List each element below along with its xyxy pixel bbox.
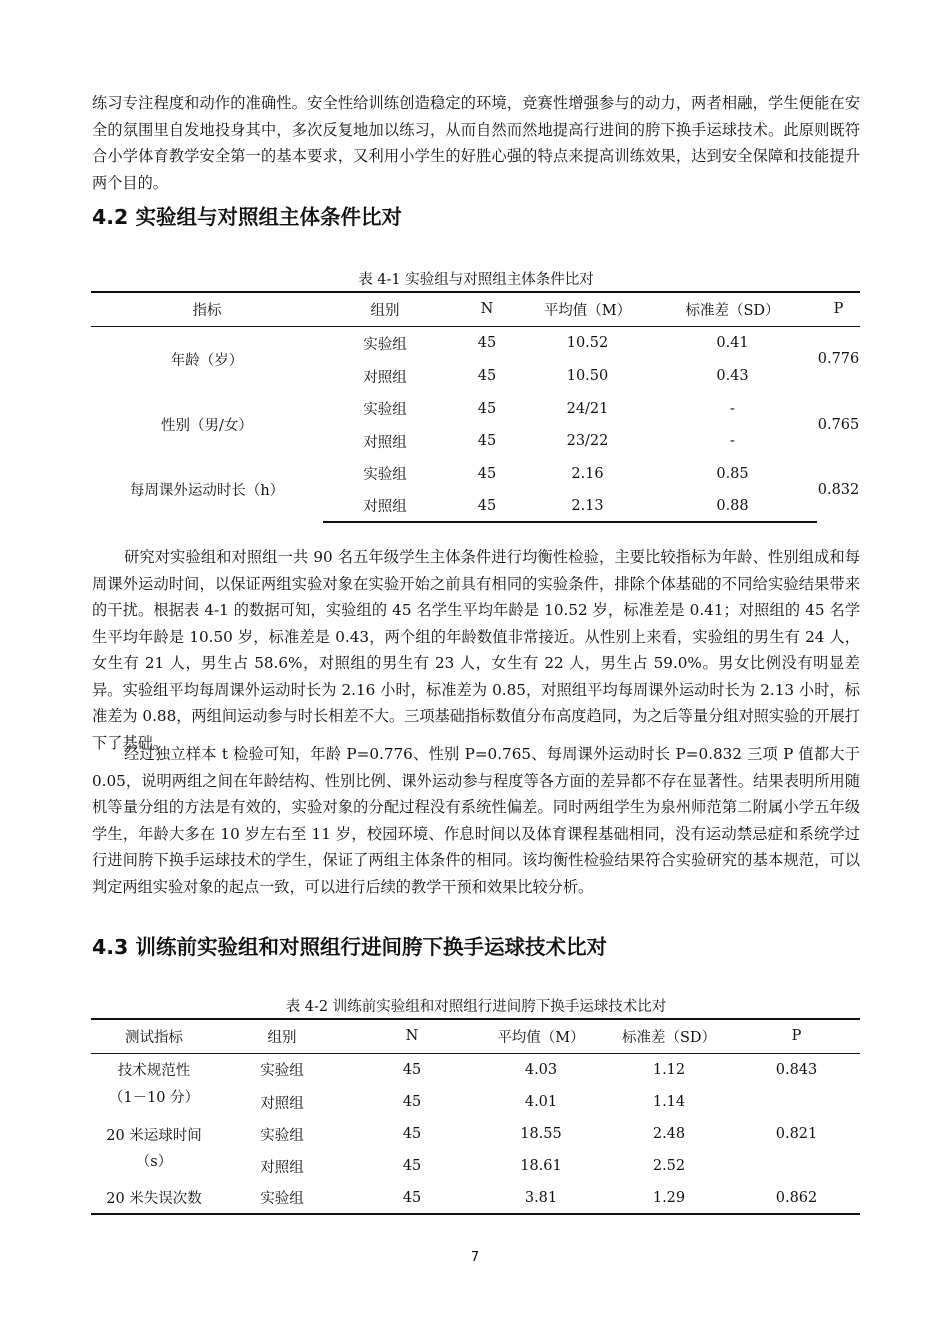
mean-cell: 18.61 [520, 1158, 562, 1174]
table-4-2 [91, 1018, 860, 1215]
p-cell: 0.765 [817, 416, 860, 433]
col-header: 平均值（M） [477, 1019, 605, 1053]
indicator-cell: 性别（男/女） [161, 418, 253, 434]
table-4-2-caption: 表 4-2 训练前实验组和对照组行进间胯下换手运球技术比对 [285, 999, 667, 1015]
table-row [91, 1053, 860, 1086]
mean-cell: 10.50 [566, 368, 609, 384]
table-row [91, 326, 860, 360]
table-row [91, 1118, 860, 1150]
analysis-paragraph-2: 经过独立样本 t 检验可知，年龄 P=0.776、性别 P=0.765、每周课外运动时长 P=0.832 三项 P 值都大于 0.05，说明两组之间在年龄结构、性别比例、课外运动参与程度等各方面的差异都不存在显著性。结果表明所用随机等量分组的方法是有效的，实验对象的分配过程没有系统性偏差。同时两组学生为泉州师范第二附属小学五年级学生，年龄大多在 10 岁左右至 11 岁，校园环境、作息时间以及体育课程基础相同，没有运动禁忌症和系统学过行进间胯下换手运球技术的学生，保证了两组主体条件的相同。该均衡性检验结果符合实验研究的基本规范，可以判定两组实验对象的起点一致，可以进行后续的教学干预和效果比较分析。 [92, 745, 860, 896]
mean-cell: 10.52 [566, 335, 609, 352]
group-cell: 实验组 [363, 402, 407, 418]
mean-cell: 24/21 [566, 400, 609, 417]
p-cell: 0.843 [775, 1061, 818, 1078]
group-cell: 实验组 [363, 336, 407, 353]
col-header: 测试指标 [91, 1019, 217, 1053]
sd-cell: 1.12 [652, 1061, 686, 1078]
n-cell: 45 [477, 368, 497, 384]
sd-cell: 0.85 [716, 465, 749, 482]
group-cell: 对照组 [363, 369, 407, 386]
table-header-row [91, 292, 860, 326]
sd-cell: 2.52 [652, 1158, 686, 1174]
n-cell: 45 [447, 490, 527, 522]
table-row [91, 457, 860, 490]
intro-paragraph: 练习专注程度和动作的准确性。安全性给训练创造稳定的环境，竞赛性增强参与的动力，两者相融，学生便能在安全的氛围里自发地投身其中，多次反复地加以练习，从而自然而然地提高行进间的胯下换手运球技术。此原则既符合小学体育教学安全第一的基本要求，又利用小学生的好胜心强的特点来提高训练效果，达到安全保障和技能提升两个目的。 [92, 94, 860, 192]
group-cell: 对照组 [363, 434, 407, 451]
col-header: N [347, 1019, 477, 1053]
table-4-1-caption: 表 4-1 实验组与对照组主体条件比对 [358, 272, 594, 288]
table-row [91, 1150, 860, 1182]
col-header: 标准差（SD） [648, 292, 817, 326]
col-header: 平均值（M） [527, 292, 648, 326]
group-cell: 实验组 [363, 467, 407, 483]
table-4-1 [91, 291, 860, 523]
table-row [91, 1086, 860, 1118]
indicator-sub-cell: （s） [135, 1154, 173, 1170]
mean-cell: 18.55 [520, 1126, 562, 1142]
n-cell: 45 [477, 465, 497, 482]
sd-cell: 1.14 [652, 1094, 686, 1110]
col-header: 组别 [217, 1019, 347, 1053]
group-cell: 实验组 [217, 1182, 347, 1214]
table-header-row [91, 1019, 860, 1053]
page-number: 7 [470, 1250, 480, 1265]
analysis-paragraph-1: 研究对实验组和对照组一共 90 名五年级学生主体条件进行均衡性检验，主要比较指标为年龄、性别组成和每周课外运动时间，以保证两组实验对象在实验开始之前具有相同的实验条件，排除个体基础的不同给实验结果带来的干扰。根据表 4-1 的数据可知，实验组的 45 名学生平均年龄是 10.52 岁，标准差是 0.41；对照组的 45 名学生平均年龄是 10.50 岁，标准差是 0.43，两个组的年龄数值非常接近。从性别上来看，实验组的男生有 24 人，女生有 21 人，男生占 58.6%，对照组的男生有 23 人，女生有 22 人，男生占 59.0%。男女比例没有明显差异。实验组平均每周课外运动时长为 2.16 小时，标准差为 0.85，对照组平均每周课外运动时长为 2.13 小时，标准差为 0.88，两组间运动参与时长相差不大。三项基础指标数值分布高度趋同，为之后等量分组对照实验的开展打下了基础。 [92, 548, 860, 752]
col-header: N [447, 292, 527, 326]
group-cell: 实验组 [260, 1127, 304, 1144]
indicator-cell: 技术规范性 [117, 1063, 191, 1080]
p-cell: 0.832 [817, 481, 860, 498]
group-cell: 对照组 [260, 1159, 304, 1176]
indicator-sub-cell: （1－10 分） [108, 1090, 200, 1106]
group-cell: 对照组 [323, 490, 447, 522]
mean-cell: 3.81 [477, 1182, 605, 1214]
indicator-cell: 年龄（岁） [170, 352, 244, 369]
n-cell: 45 [402, 1094, 422, 1110]
mean-cell: 23/22 [566, 433, 609, 449]
group-cell: 实验组 [260, 1063, 304, 1080]
section-heading-4-3: 4.3 训练前实验组和对照组行进间胯下换手运球技术比对 [92, 935, 607, 959]
sd-cell: 2.48 [652, 1126, 686, 1142]
n-cell: 45 [402, 1126, 422, 1142]
sd-cell: - [730, 400, 735, 417]
col-header: 组别 [323, 292, 447, 326]
col-header: 标准差（SD） [605, 1019, 733, 1053]
table-row [91, 392, 860, 425]
sd-cell: 0.43 [716, 368, 749, 384]
mean-cell: 2.13 [527, 490, 648, 522]
sd-cell: 0.41 [716, 335, 749, 352]
group-cell: 对照组 [260, 1095, 304, 1112]
sd-cell: - [730, 433, 735, 449]
p-cell: 0.862 [733, 1182, 860, 1214]
n-cell: 45 [477, 335, 497, 352]
p-cell: 0.776 [817, 351, 860, 368]
mean-cell: 4.01 [524, 1094, 558, 1110]
sd-cell: 0.88 [648, 490, 817, 522]
sd-cell: 1.29 [605, 1182, 733, 1214]
section-heading-4-2: 4.2 实验组与对照组主体条件比对 [92, 205, 402, 229]
n-cell: 45 [477, 400, 497, 417]
indicator-cell: 20 米运球时间 [106, 1127, 202, 1144]
n-cell: 45 [402, 1061, 422, 1078]
table-row [91, 1182, 860, 1214]
mean-cell: 2.16 [571, 465, 604, 482]
p-cell: 0.821 [775, 1126, 818, 1142]
col-header: P [817, 292, 860, 326]
mean-cell: 4.03 [524, 1061, 558, 1078]
col-header: P [733, 1019, 860, 1053]
n-cell: 45 [347, 1182, 477, 1214]
indicator-cell: 每周课外运动时长（h） [129, 483, 285, 499]
n-cell: 45 [402, 1158, 422, 1174]
n-cell: 45 [477, 433, 497, 449]
col-header: 指标 [91, 292, 323, 326]
indicator-cell: 20 米失误次数 [91, 1182, 217, 1214]
